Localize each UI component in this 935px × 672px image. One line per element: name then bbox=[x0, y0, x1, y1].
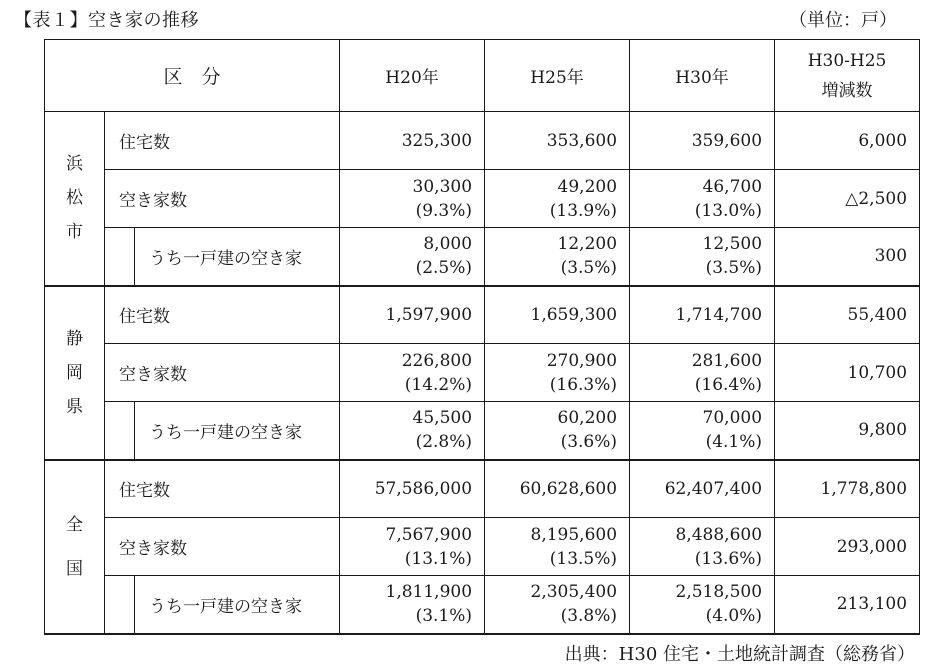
region-char: 岡 bbox=[66, 362, 83, 383]
region-hamamatsu bbox=[45, 112, 105, 286]
cell-h25: 2,305,400 (3.8%) bbox=[485, 576, 630, 634]
cell-h20: 1,811,900 (3.1%) bbox=[340, 576, 485, 634]
header-h20: H20年 bbox=[340, 40, 485, 112]
cell-diff: 293,000 bbox=[775, 518, 920, 576]
row-label-housing: 住宅数 bbox=[105, 286, 340, 344]
header-category: 区 分 bbox=[45, 40, 340, 112]
cell-h30: 70,000 (4.1%) bbox=[630, 402, 775, 460]
cell-h25: 353,600 bbox=[485, 112, 630, 170]
header-diff-line1: H30-H25 bbox=[807, 50, 887, 71]
row-label-vacant: 空き家数 bbox=[105, 170, 340, 228]
cell-h25: 49,200 (13.9%) bbox=[485, 170, 630, 228]
row-label-detached: うち一戸建の空き家 bbox=[135, 228, 340, 286]
row-label-detached: うち一戸建の空き家 bbox=[135, 576, 340, 634]
header-row bbox=[45, 40, 920, 112]
cell-h20: 325,300 bbox=[340, 112, 485, 170]
cell-h30: 281,600 (16.4%) bbox=[630, 344, 775, 402]
table-row bbox=[45, 170, 920, 228]
cell-h20: 30,300 (9.3%) bbox=[340, 170, 485, 228]
cell-h30: 1,714,700 bbox=[630, 286, 775, 344]
header-h30: H30年 bbox=[630, 40, 775, 112]
row-label-vacant: 空き家数 bbox=[105, 518, 340, 576]
region-char: 浜 bbox=[66, 154, 83, 175]
region-char: 県 bbox=[66, 396, 83, 417]
table-row bbox=[45, 576, 920, 634]
region-char: 松 bbox=[66, 188, 83, 209]
cell-diff: △2,500 bbox=[775, 170, 920, 228]
cell-h30: 359,600 bbox=[630, 112, 775, 170]
cell-h25: 1,659,300 bbox=[485, 286, 630, 344]
cell-h20: 1,597,900 bbox=[340, 286, 485, 344]
table-row bbox=[45, 344, 920, 402]
region-char: 市 bbox=[66, 222, 83, 243]
region-char: 全 bbox=[66, 514, 83, 535]
row-label-detached: うち一戸建の空き家 bbox=[135, 402, 340, 460]
row-label-housing: 住宅数 bbox=[105, 112, 340, 170]
table-row bbox=[45, 402, 920, 460]
vacant-houses-table bbox=[44, 39, 920, 635]
cell-h30: 62,407,400 bbox=[630, 460, 775, 518]
table-row bbox=[45, 228, 920, 286]
unit-label: （単位：戸） bbox=[789, 10, 897, 31]
region-char: 国 bbox=[66, 558, 83, 579]
row-label-vacant: 空き家数 bbox=[105, 344, 340, 402]
cell-diff: 10,700 bbox=[775, 344, 920, 402]
cell-h30: 12,500 (3.5%) bbox=[630, 228, 775, 286]
row-label-housing: 住宅数 bbox=[105, 460, 340, 518]
cell-h25: 12,200 (3.5%) bbox=[485, 228, 630, 286]
cell-h25: 60,628,600 bbox=[485, 460, 630, 518]
indent-spacer bbox=[105, 402, 135, 460]
region-char: 静 bbox=[66, 328, 83, 349]
cell-h30: 46,700 (13.0%) bbox=[630, 170, 775, 228]
cell-diff: 55,400 bbox=[775, 286, 920, 344]
cell-h30: 2,518,500 (4.0%) bbox=[630, 576, 775, 634]
cell-diff: 300 bbox=[775, 228, 920, 286]
source-note: 出典：H30 住宅・土地統計調査（総務省） bbox=[564, 644, 915, 665]
cell-h20: 226,800 (14.2%) bbox=[340, 344, 485, 402]
region-shizuoka bbox=[45, 286, 105, 460]
cell-diff: 213,100 bbox=[775, 576, 920, 634]
cell-diff: 1,778,800 bbox=[775, 460, 920, 518]
table-row bbox=[45, 518, 920, 576]
cell-h20: 8,000 (2.5%) bbox=[340, 228, 485, 286]
indent-spacer bbox=[105, 576, 135, 634]
cell-h25: 60,200 (3.6%) bbox=[485, 402, 630, 460]
cell-h20: 45,500 (2.8%) bbox=[340, 402, 485, 460]
table-title: 【表１】空き家の推移 bbox=[14, 10, 199, 31]
region-nationwide bbox=[45, 460, 105, 634]
cell-diff: 6,000 bbox=[775, 112, 920, 170]
cell-h25: 8,195,600 (13.5%) bbox=[485, 518, 630, 576]
cell-diff: 9,800 bbox=[775, 402, 920, 460]
cell-h25: 270,900 (16.3%) bbox=[485, 344, 630, 402]
header-diff bbox=[775, 40, 920, 112]
cell-h20: 57,586,000 bbox=[340, 460, 485, 518]
indent-spacer bbox=[105, 228, 135, 286]
header-h25: H25年 bbox=[485, 40, 630, 112]
cell-h20: 7,567,900 (13.1%) bbox=[340, 518, 485, 576]
table-row bbox=[45, 286, 920, 344]
table-row bbox=[45, 112, 920, 170]
header-diff-line2: 増減数 bbox=[821, 80, 873, 101]
cell-h30: 8,488,600 (13.6%) bbox=[630, 518, 775, 576]
table-row bbox=[45, 460, 920, 518]
